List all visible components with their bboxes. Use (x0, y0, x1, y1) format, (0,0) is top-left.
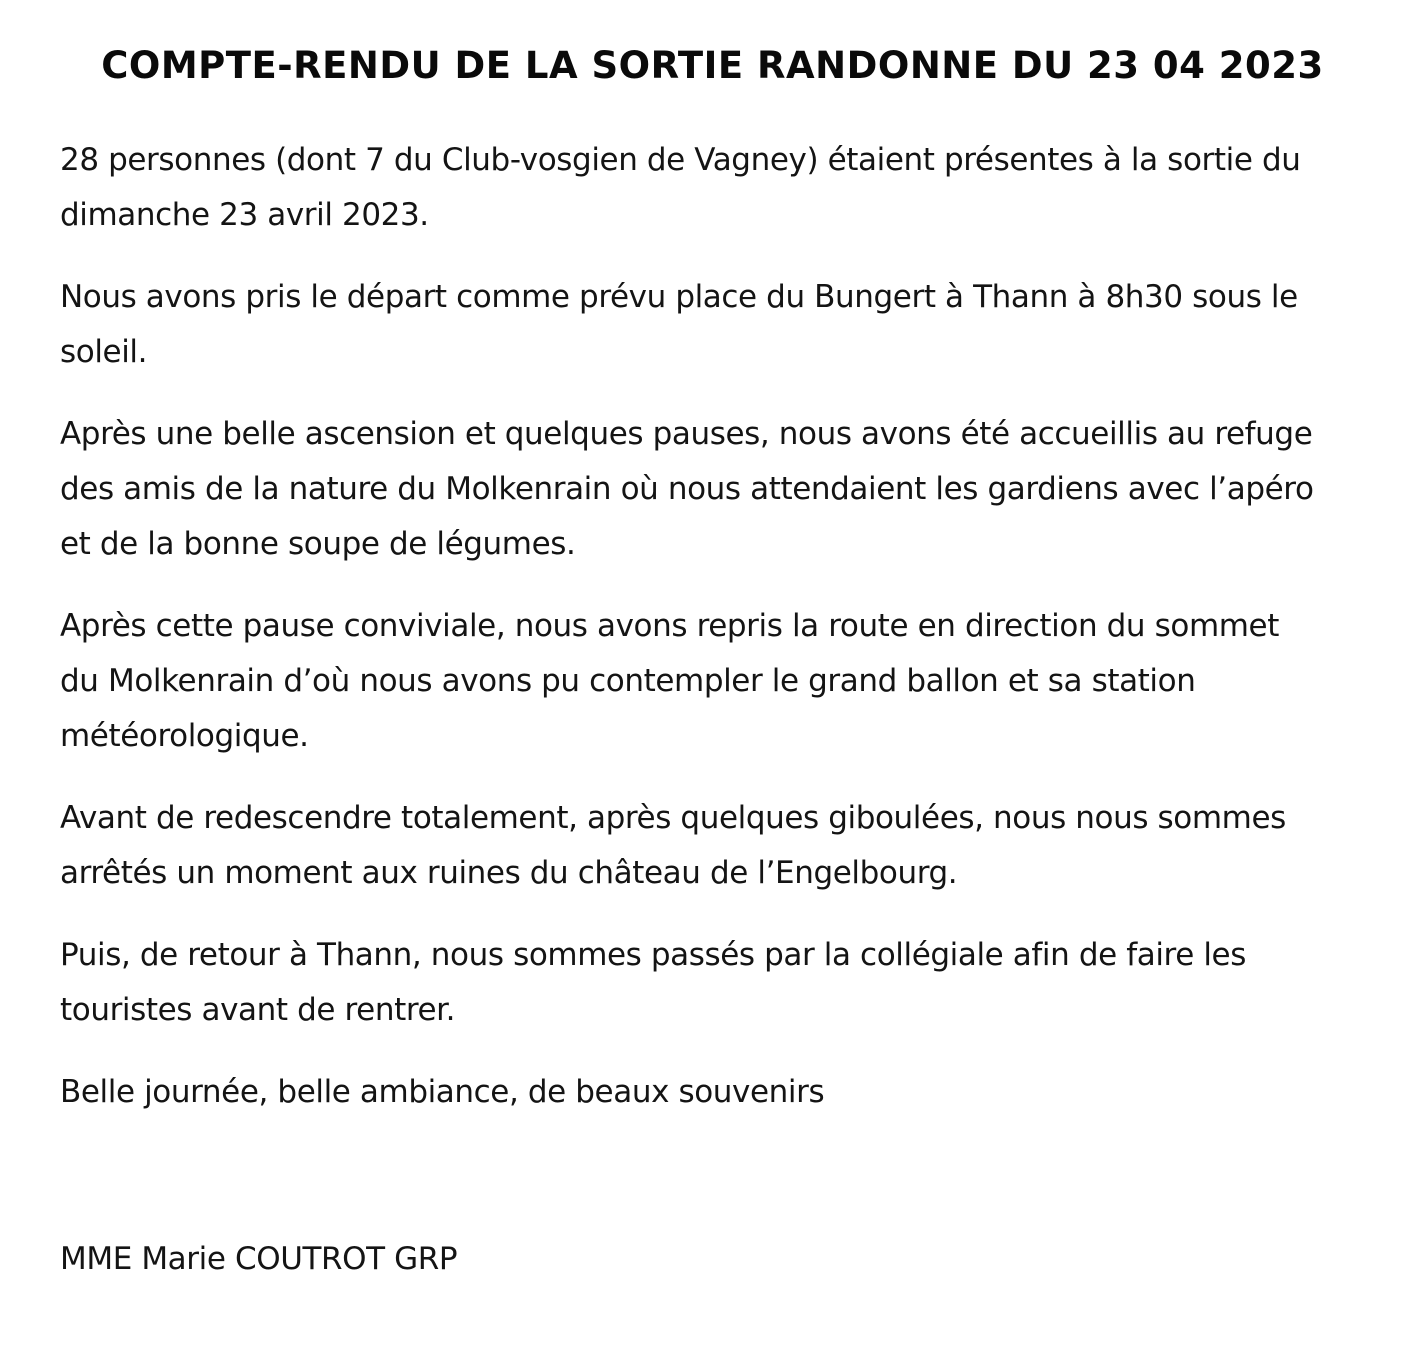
paragraph-line: Nous avons pris le départ comme prévu place du Bungert à Thann à 8h30 sous le (60, 279, 1298, 315)
paragraph-line: 28 personnes (dont 7 du Club-vosgien de Vagney) étaient présentes à la sortie du (60, 142, 1301, 178)
paragraph-line: Après cette pause conviviale, nous avons repris la route en direction du sommet (60, 608, 1279, 644)
paragraph (60, 1065, 1365, 1120)
paragraph (60, 791, 1365, 901)
paragraph-line: Puis, de retour à Thann, nous sommes passés par la collégiale afin de faire les (60, 937, 1246, 973)
paragraph (60, 599, 1365, 764)
paragraph (60, 270, 1365, 380)
paragraph-line: météorologique. (60, 718, 309, 754)
paragraph-line: dimanche 23 avril 2023. (60, 197, 429, 233)
signature-line: MME Marie COUTROT GRP (60, 1241, 458, 1277)
paragraph-line: soleil. (60, 334, 148, 370)
paragraph (60, 407, 1365, 572)
document-title: COMPTE-RENDU DE LA SORTIE RANDONNE DU 23 04 2023 (101, 44, 1324, 87)
paragraph-line: et de la bonne soupe de légumes. (60, 526, 576, 562)
paragraph-line: Après une belle ascension et quelques pauses, nous avons été accueillis au refuge (60, 416, 1313, 452)
paragraph-line: touristes avant de rentrer. (60, 992, 456, 1028)
document-body (60, 133, 1365, 1120)
paragraph-line: Belle journée, belle ambiance, de beaux souvenirs (60, 1074, 825, 1110)
paragraph-line: du Molkenrain d’où nous avons pu contempler le grand ballon et sa station (60, 663, 1196, 699)
paragraph-line: Avant de redescendre totalement, après quelques giboulées, nous nous sommes (60, 800, 1286, 836)
paragraph-line: arrêtés un moment aux ruines du château de l’Engelbourg. (60, 855, 958, 891)
paragraph (60, 133, 1365, 243)
paragraph-line: des amis de la nature du Molkenrain où nous attendaient les gardiens avec l’apéro (60, 471, 1314, 507)
paragraph (60, 928, 1365, 1038)
